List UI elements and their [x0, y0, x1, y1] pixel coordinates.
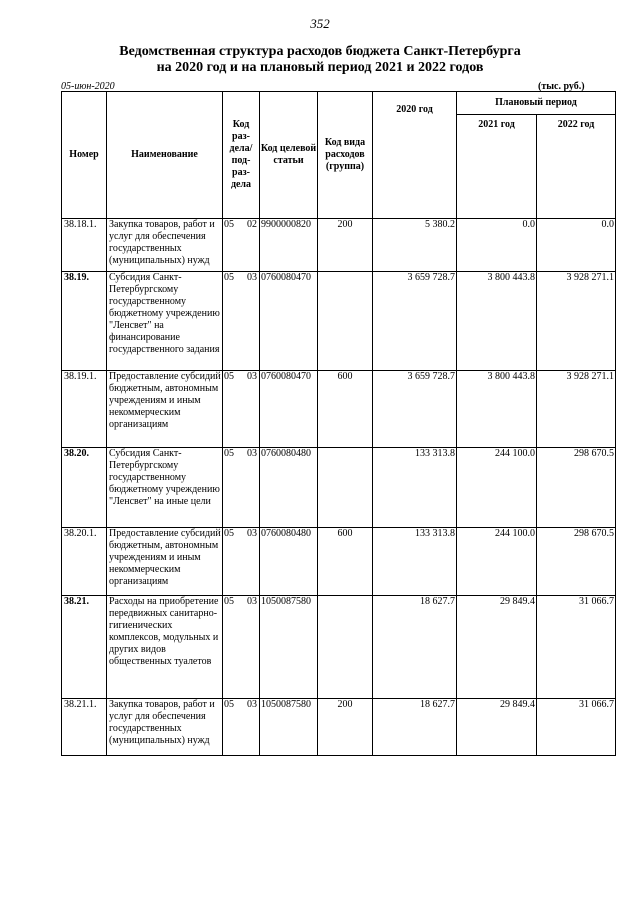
cell-name: Субсидия Санкт-Петербургскому государственному бюджетному учреждению "Ленсвет" на иные цели	[107, 448, 223, 528]
title-line-1: Ведомственная структура расходов бюджета Санкт-Петербурга	[119, 44, 521, 59]
cell-expense-type: 200	[318, 699, 373, 756]
header-2020: 2020 год	[373, 92, 457, 219]
cell-section	[223, 219, 260, 272]
cell-2021: 3 800 443.8	[457, 272, 537, 371]
cell-section-code: 05	[224, 596, 234, 607]
cell-expense-type: 600	[318, 371, 373, 448]
cell-expense-type	[318, 272, 373, 371]
cell-section	[223, 272, 260, 371]
cell-section	[223, 596, 260, 699]
cell-target: 1050087580	[260, 699, 318, 756]
cell-section-code: 05	[224, 272, 234, 283]
table-row	[62, 371, 616, 448]
budget-table	[61, 91, 616, 756]
cell-number: 38.21.	[62, 596, 107, 699]
cell-name: Закупка товаров, работ и услуг для обеспечения государственных (муниципальных) нужд	[107, 699, 223, 756]
cell-2020: 3 659 728.7	[373, 371, 457, 448]
cell-2022: 31 066.7	[537, 699, 616, 756]
table-row	[62, 272, 616, 371]
cell-section-code: 05	[224, 371, 234, 382]
cell-subsection-code: 03	[247, 272, 257, 283]
cell-subsection-code: 03	[247, 596, 257, 607]
cell-subsection-code: 02	[247, 219, 257, 230]
cell-2020: 133 313.8	[373, 448, 457, 528]
cell-name: Предоставление субсидий бюджетным, автономным учреждениям и иным некоммерческим организациям	[107, 371, 223, 448]
header-expense-type: Код вида расходов (группа)	[318, 92, 373, 219]
cell-section	[223, 448, 260, 528]
title-line-2: на 2020 год и на плановый период 2021 и 2022 годов	[156, 60, 484, 75]
table-header	[62, 92, 616, 219]
cell-number: 38.20.	[62, 448, 107, 528]
cell-2022: 298 670.5	[537, 528, 616, 596]
cell-subsection-code: 03	[247, 699, 257, 710]
cell-section-code: 05	[224, 448, 234, 459]
header-2021: 2021 год	[457, 115, 537, 219]
cell-expense-type: 200	[318, 219, 373, 272]
cell-section-code: 05	[224, 219, 234, 230]
cell-name: Предоставление субсидий бюджетным, автономным учреждениям и иным некоммерческим организациям	[107, 528, 223, 596]
cell-name: Расходы на приобретение передвижных санитарно-гигиенических комплексов, модульных и других видов общественных туалетов	[107, 596, 223, 699]
cell-2021: 3 800 443.8	[457, 371, 537, 448]
cell-number: 38.19.1.	[62, 371, 107, 448]
cell-2021: 244 100.0	[457, 448, 537, 528]
cell-2022: 31 066.7	[537, 596, 616, 699]
cell-target: 0760080480	[260, 528, 318, 596]
cell-expense-type	[318, 596, 373, 699]
table-row	[62, 448, 616, 528]
cell-expense-type: 600	[318, 528, 373, 596]
cell-2020: 5 380.2	[373, 219, 457, 272]
cell-2022: 298 670.5	[537, 448, 616, 528]
cell-section	[223, 371, 260, 448]
cell-2021: 29 849.4	[457, 596, 537, 699]
table-row	[62, 699, 616, 756]
cell-target: 0760080470	[260, 371, 318, 448]
header-2022: 2022 год	[537, 115, 616, 219]
cell-subsection-code: 03	[247, 371, 257, 382]
table-body	[62, 219, 616, 756]
cell-2021: 29 849.4	[457, 699, 537, 756]
cell-2022: 3 928 271.1	[537, 371, 616, 448]
cell-section	[223, 699, 260, 756]
cell-section-code: 05	[224, 528, 234, 539]
cell-target: 0760080470	[260, 272, 318, 371]
cell-section-code: 05	[224, 699, 234, 710]
cell-2022: 3 928 271.1	[537, 272, 616, 371]
cell-number: 38.20.1.	[62, 528, 107, 596]
cell-2020: 18 627.7	[373, 699, 457, 756]
header-target: Код целевой статьи	[260, 92, 318, 219]
cell-2020: 133 313.8	[373, 528, 457, 596]
cell-target: 1050087580	[260, 596, 318, 699]
units-label: (тыс. руб.)	[538, 81, 585, 92]
page-number: 352	[310, 16, 330, 31]
header-number: Номер	[62, 92, 107, 219]
table-row	[62, 219, 616, 272]
table-row	[62, 528, 616, 596]
cell-2021: 244 100.0	[457, 528, 537, 596]
cell-subsection-code: 03	[247, 448, 257, 459]
cell-number: 38.21.1.	[62, 699, 107, 756]
cell-name: Закупка товаров, работ и услуг для обеспечения государственных (муниципальных) нужд	[107, 219, 223, 272]
cell-2021: 0.0	[457, 219, 537, 272]
cell-number: 38.19.	[62, 272, 107, 371]
cell-expense-type	[318, 448, 373, 528]
cell-name: Субсидия Санкт-Петербургскому государственному бюджетному учреждению "Ленсвет" на финансирование государственного задания	[107, 272, 223, 371]
header-name: Наименование	[107, 92, 223, 219]
cell-subsection-code: 03	[247, 528, 257, 539]
report-date: 05-июн-2020	[61, 81, 115, 92]
cell-section	[223, 528, 260, 596]
cell-number: 38.18.1.	[62, 219, 107, 272]
cell-2020: 3 659 728.7	[373, 272, 457, 371]
table-row	[62, 596, 616, 699]
header-planned-period: Плановый период	[457, 92, 616, 115]
cell-2022: 0.0	[537, 219, 616, 272]
header-section: Код раз- дела/ под- раз- дела	[223, 92, 260, 219]
cell-2020: 18 627.7	[373, 596, 457, 699]
page-title	[0, 44, 640, 76]
cell-target: 0760080480	[260, 448, 318, 528]
cell-target: 9900000820	[260, 219, 318, 272]
